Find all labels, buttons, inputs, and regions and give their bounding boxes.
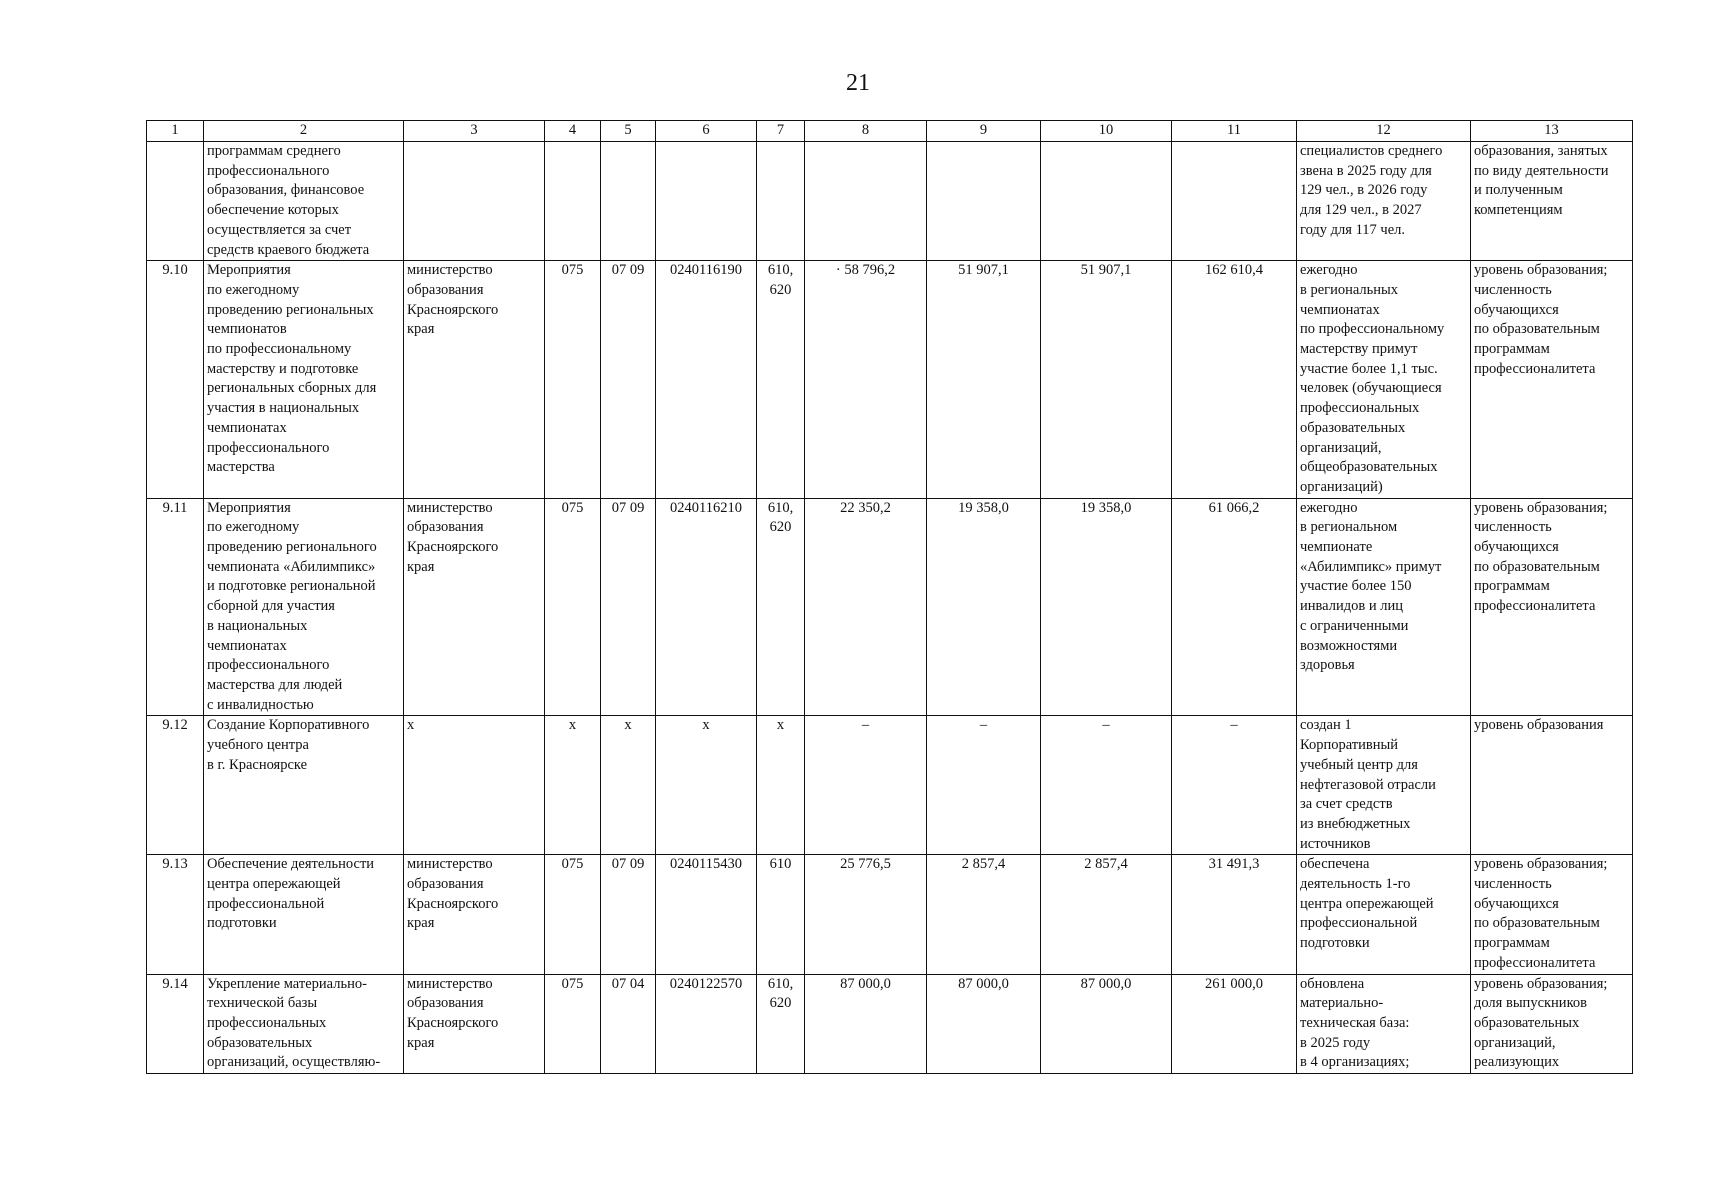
item-number-cell: 9.12: [147, 716, 204, 855]
administrator-cell: [404, 142, 545, 261]
grbs-code-cell: [545, 142, 601, 261]
column-header: 13: [1471, 121, 1633, 142]
table-row: [147, 498, 1633, 716]
item-number-cell: 9.10: [147, 261, 204, 498]
page-number: 21: [846, 70, 870, 96]
table-row: [147, 974, 1633, 1074]
column-header: 2: [204, 121, 404, 142]
column-header: 9: [927, 121, 1041, 142]
activity-name-cell: Мероприятия по ежегодному проведению регионального чемпионата «Абилимпикс» и подготовке региональной сборной для участия в национальных чемпионатах профессионального мастерства для людей с инвалидностью: [204, 498, 404, 716]
expense-type-cell: 610, 620: [757, 498, 805, 716]
amount-2025-cell: 87 000,0: [805, 974, 927, 1074]
column-header: 12: [1297, 121, 1471, 142]
expected-result-cell: обновлена материально- техническая база: в 2025 году в 4 организациях;: [1297, 974, 1471, 1074]
indicator-link-cell: уровень образования; численность обучающихся по образовательным программам профессионалитета: [1471, 498, 1633, 716]
section-code-cell: 07 09: [601, 261, 656, 498]
grbs-code-cell: х: [545, 716, 601, 855]
expense-type-cell: 610, 620: [757, 974, 805, 1074]
item-number-cell: [147, 142, 204, 261]
indicator-link-cell: уровень образования: [1471, 716, 1633, 855]
activity-name-cell: Создание Корпоративного учебного центра в г. Красноярске: [204, 716, 404, 855]
amount-2025-cell: –: [805, 716, 927, 855]
amount-total-cell: 162 610,4: [1172, 261, 1297, 498]
amount-2025-cell: 22 350,2: [805, 498, 927, 716]
administrator-cell: министерство образования Красноярского края: [404, 855, 545, 974]
amount-total-cell: 31 491,3: [1172, 855, 1297, 974]
amount-2025-cell: [805, 142, 927, 261]
expected-result-cell: ежегодно в региональном чемпионате «Абилимпикс» примут участие более 150 инвалидов и лиц с ограниченными возможностями здоровья: [1297, 498, 1471, 716]
section-code-cell: х: [601, 716, 656, 855]
amount-2026-cell: 87 000,0: [927, 974, 1041, 1074]
column-header: 4: [545, 121, 601, 142]
target-article-cell: 0240122570: [656, 974, 757, 1074]
target-article-cell: 0240116210: [656, 498, 757, 716]
amount-2025-cell: · 58 796,2: [805, 261, 927, 498]
administrator-cell: министерство образования Красноярского края: [404, 498, 545, 716]
activity-name-cell: Укрепление материально- технической базы профессиональных образовательных организаций, осуществляю-: [204, 974, 404, 1074]
section-code-cell: 07 09: [601, 855, 656, 974]
indicator-link-cell: уровень образования; численность обучающихся по образовательным программам профессионалитета: [1471, 855, 1633, 974]
column-header: 6: [656, 121, 757, 142]
amount-total-cell: –: [1172, 716, 1297, 855]
amount-total-cell: [1172, 142, 1297, 261]
expected-result-cell: специалистов среднего звена в 2025 году для 129 чел., в 2026 году для 129 чел., в 2027 году для 117 чел.: [1297, 142, 1471, 261]
table-row: [147, 261, 1633, 498]
amount-2026-cell: –: [927, 716, 1041, 855]
administrator-cell: министерство образования Красноярского края: [404, 261, 545, 498]
table-row: [147, 855, 1633, 974]
item-number-cell: 9.14: [147, 974, 204, 1074]
indicator-link-cell: уровень образования; численность обучающихся по образовательным программам профессионалитета: [1471, 261, 1633, 498]
column-header: 7: [757, 121, 805, 142]
table-row: [147, 716, 1633, 855]
amount-2027-cell: 51 907,1: [1041, 261, 1172, 498]
activity-name-cell: программам среднего профессионального образования, финансовое обеспечение которых осуществляется за счет средств краевого бюджета: [204, 142, 404, 261]
indicator-link-cell: уровень образования; доля выпускников образовательных организаций, реализующих: [1471, 974, 1633, 1074]
table-row: [147, 142, 1633, 261]
amount-2026-cell: 2 857,4: [927, 855, 1041, 974]
column-header: 5: [601, 121, 656, 142]
column-header: 8: [805, 121, 927, 142]
table-header-row: [147, 121, 1633, 142]
expense-type-cell: 610: [757, 855, 805, 974]
section-code-cell: [601, 142, 656, 261]
expected-result-cell: ежегодно в региональных чемпионатах по профессиональному мастерству примут участие более 1,1 тыс. человек (обучающиеся профессиональных образовательных организаций, общеобразовательных организаций): [1297, 261, 1471, 498]
amount-2025-cell: 25 776,5: [805, 855, 927, 974]
section-code-cell: 07 04: [601, 974, 656, 1074]
item-number-cell: 9.13: [147, 855, 204, 974]
target-article-cell: 0240115430: [656, 855, 757, 974]
amount-total-cell: 261 000,0: [1172, 974, 1297, 1074]
amount-2027-cell: –: [1041, 716, 1172, 855]
target-article-cell: [656, 142, 757, 261]
amount-2026-cell: 51 907,1: [927, 261, 1041, 498]
activity-name-cell: Мероприятия по ежегодному проведению региональных чемпионатов по профессиональному мастерству и подготовке региональных сборных для участия в национальных чемпионатах профессионального мастерства: [204, 261, 404, 498]
grbs-code-cell: 075: [545, 855, 601, 974]
expense-type-cell: х: [757, 716, 805, 855]
expense-type-cell: [757, 142, 805, 261]
program-activities-table: [146, 120, 1633, 1074]
administrator-cell: х: [404, 716, 545, 855]
grbs-code-cell: 075: [545, 974, 601, 1074]
expected-result-cell: создан 1 Корпоративный учебный центр для нефтегазовой отрасли за счет средств из внебюджетных источников: [1297, 716, 1471, 855]
column-header: 11: [1172, 121, 1297, 142]
target-article-cell: х: [656, 716, 757, 855]
amount-2027-cell: 19 358,0: [1041, 498, 1172, 716]
column-header: 10: [1041, 121, 1172, 142]
amount-total-cell: 61 066,2: [1172, 498, 1297, 716]
amount-2027-cell: 87 000,0: [1041, 974, 1172, 1074]
amount-2027-cell: 2 857,4: [1041, 855, 1172, 974]
amount-2026-cell: 19 358,0: [927, 498, 1041, 716]
item-number-cell: 9.11: [147, 498, 204, 716]
expense-type-cell: 610, 620: [757, 261, 805, 498]
amount-2027-cell: [1041, 142, 1172, 261]
administrator-cell: министерство образования Красноярского края: [404, 974, 545, 1074]
expected-result-cell: обеспечена деятельность 1-го центра опережающей профессиональной подготовки: [1297, 855, 1471, 974]
target-article-cell: 0240116190: [656, 261, 757, 498]
activity-name-cell: Обеспечение деятельности центра опережающей профессиональной подготовки: [204, 855, 404, 974]
column-header: 3: [404, 121, 545, 142]
indicator-link-cell: образования, занятых по виду деятельности и полученным компетенциям: [1471, 142, 1633, 261]
grbs-code-cell: 075: [545, 261, 601, 498]
grbs-code-cell: 075: [545, 498, 601, 716]
amount-2026-cell: [927, 142, 1041, 261]
column-header: 1: [147, 121, 204, 142]
section-code-cell: 07 09: [601, 498, 656, 716]
